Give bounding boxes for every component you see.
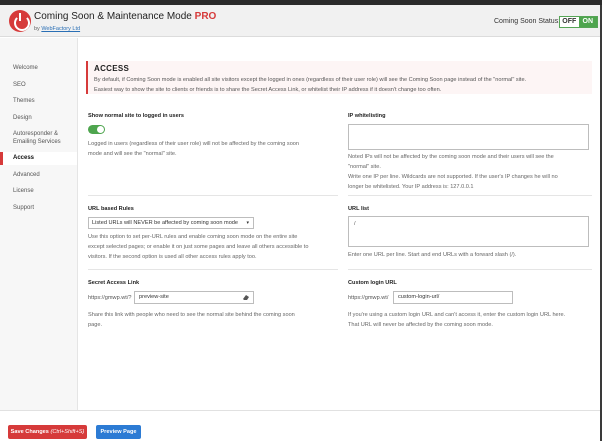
custom-login-input[interactable]: custom-login-url/ (393, 291, 513, 304)
coming-soon-status-label: Coming Soon Status: (494, 18, 561, 25)
access-desc-line: By default, if Coming Soon mode is enabled all site visitors except the logged in ones (regardless of their user role) will see the Coming Soon page instead of the "normal" site. (94, 77, 527, 83)
url-rules-selected: Listed URLs will NEVER be affected by coming soon mode (92, 220, 239, 226)
access-notice (86, 61, 592, 94)
help-line: That URL will never be affected by the coming soon mode. (348, 322, 493, 328)
main-content (78, 38, 600, 410)
secret-link-value: preview-site (139, 294, 169, 300)
help-line: If you're using a custom login URL and can't access it, enter the custom login URL here. (348, 312, 566, 318)
help-line: longer be whitelisted. Your IP address is: 127.0.0.1 (348, 184, 474, 190)
webfactory-link[interactable]: WebFactory Ltd (41, 26, 81, 32)
secret-link-label: Secret Access Link (88, 280, 140, 286)
sidebar-item-design[interactable]: Design (13, 115, 32, 121)
custom-login-help (348, 310, 592, 330)
sidebar-item-themes[interactable]: Themes (13, 98, 35, 104)
byline-prefix: by (34, 26, 42, 32)
status-off-option[interactable]: OFF (560, 17, 579, 27)
pro-badge: PRO (194, 11, 217, 22)
show-logged-in-help (88, 139, 338, 159)
app-title-main: Coming Soon & Maintenance Mode (34, 11, 195, 22)
custom-login-prefix: https://gmwp.wt/ (348, 295, 389, 301)
status-on-option[interactable]: ON (579, 17, 598, 27)
divider (88, 269, 338, 270)
url-rules-help (88, 232, 338, 262)
custom-login-label: Custom login URL (348, 280, 397, 286)
help-line: except selected pages; or enable it on just some pages and leave all others accessible to (88, 244, 309, 250)
sidebar-item-license[interactable]: License (13, 188, 34, 194)
help-line: Use this option to set per-URL rules and enable coming soon mode on the entire site (88, 234, 298, 240)
url-rules-select[interactable] (88, 217, 254, 229)
preview-page-button[interactable]: Preview Page (96, 425, 141, 439)
url-list-label: URL list (348, 206, 370, 212)
divider (88, 195, 338, 196)
sidebar-item-welcome[interactable]: Welcome (13, 65, 38, 71)
help-line: visitors. If the second option is used all other access rules apply too. (88, 254, 257, 260)
header (0, 5, 600, 37)
ip-whitelisting-label: IP whitelisting (348, 113, 386, 119)
sidebar-nav (0, 38, 78, 410)
eraser-icon[interactable] (242, 294, 250, 301)
help-line: "normal" site. (348, 164, 381, 170)
divider (348, 195, 592, 196)
help-line: Logged in users (regardless of their user role) will not be affected by the coming soon (88, 141, 300, 147)
ip-whitelist-textarea[interactable] (348, 124, 589, 150)
app-title (34, 11, 216, 22)
sidebar-item-access[interactable]: Access (0, 152, 77, 165)
divider (348, 269, 592, 270)
plugin-settings-window (0, 5, 600, 441)
save-changes-label: Save Changes (10, 429, 51, 435)
coming-soon-status-toggle[interactable] (559, 16, 598, 28)
save-shortcut-hint: (Ctrl+Shift+S) (50, 429, 85, 435)
access-title: ACCESS (94, 64, 130, 73)
sidebar-item-advanced[interactable]: Advanced (13, 172, 40, 178)
url-rules-label: URL based Rules (88, 206, 134, 212)
access-description (94, 75, 592, 95)
help-line: Write one IP per line. Wildcards are not supported. If the user's IP changes he will no (348, 174, 558, 180)
url-list-help: Enter one URL per line. Start and end URLs with a forward slash (/). (348, 252, 517, 258)
help-line: page. (88, 322, 102, 328)
sidebar-item-support[interactable]: Support (13, 205, 35, 211)
secret-link-input[interactable] (134, 291, 254, 304)
help-line: mode and will see the "normal" site. (88, 151, 177, 157)
footer-actions (0, 410, 600, 441)
access-desc-line: Easiest way to show the site to clients or friends is to share the Secret Access Link, or whitelist their IP address if it doesn't change too often. (94, 87, 442, 93)
help-line: Noted IPs will not be affected by the coming soon mode and their users will see the (348, 154, 554, 160)
save-changes-button[interactable] (8, 425, 87, 439)
show-logged-in-switch[interactable] (88, 125, 105, 134)
ip-whitelisting-help (348, 152, 592, 192)
help-line: Share this link with people who need to see the normal site behind the coming soon (88, 312, 295, 318)
url-list-textarea[interactable]: / (348, 216, 589, 247)
power-logo-icon (9, 10, 31, 32)
secret-link-help (88, 310, 338, 330)
sidebar-item-seo[interactable]: SEO (13, 82, 26, 88)
sidebar-item-autoresponder[interactable]: Autoresponder & Emailing Services (13, 131, 61, 145)
chevron-down-icon: ▾ (246, 220, 249, 226)
show-logged-in-label: Show normal site to logged in users (88, 113, 185, 119)
byline (34, 26, 80, 32)
secret-link-prefix: https://gmwp.wt/? (88, 295, 132, 301)
